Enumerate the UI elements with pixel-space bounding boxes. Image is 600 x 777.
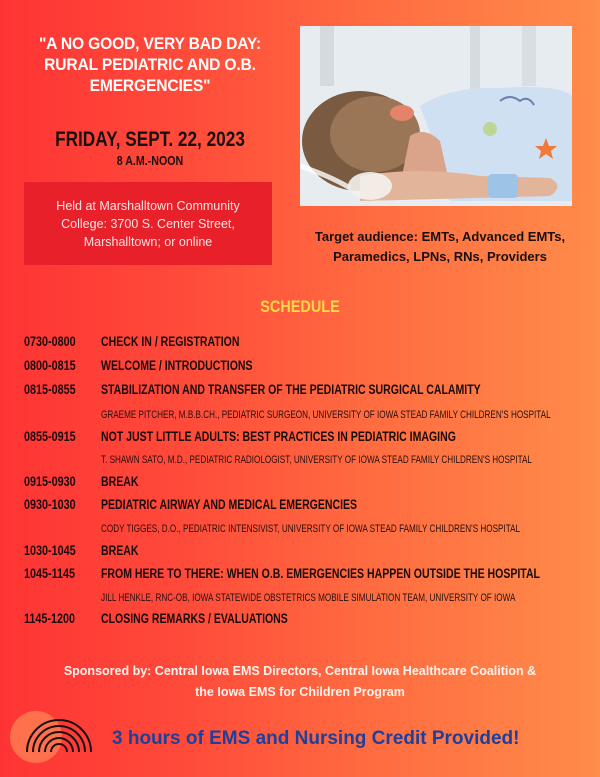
schedule-title: STABILIZATION AND TRANSFER OF THE PEDIATRIC SURGICAL CALAMITY bbox=[101, 382, 481, 397]
schedule-time: 0915-0930 bbox=[24, 474, 76, 489]
rainbow-logo-icon bbox=[10, 708, 100, 770]
schedule-time: 0930-1030 bbox=[24, 497, 76, 512]
schedule-time: 1045-1145 bbox=[24, 566, 76, 581]
schedule-title: BREAK bbox=[101, 474, 139, 489]
schedule-time: 1145-1200 bbox=[24, 611, 76, 626]
schedule-time: 1030-1045 bbox=[24, 543, 76, 558]
event-title-line-1: "A NO GOOD, VERY BAD DAY: bbox=[38, 34, 262, 53]
schedule-row bbox=[24, 473, 149, 491]
schedule-row bbox=[24, 542, 149, 560]
schedule-row bbox=[24, 565, 600, 583]
sponsor-line-1: Sponsored by: Central Iowa EMS Directors, Central Iowa Healthcare Coalition & bbox=[63, 664, 537, 678]
schedule-title: PEDIATRIC AIRWAY AND MEDICAL EMERGENCIES bbox=[101, 497, 358, 512]
schedule-speaker-row bbox=[101, 588, 600, 606]
venue-text: Held at Marshalltown Community College: 3700 S. Center Street, Marshalltown; or online bbox=[56, 198, 240, 249]
sponsor-text bbox=[0, 661, 600, 703]
target-audience-line-2: Paramedics, LPNs, RNs, Providers bbox=[333, 249, 547, 264]
schedule-heading: SCHEDULE bbox=[260, 297, 340, 316]
event-title-line-2: RURAL PEDIATRIC AND O.B. bbox=[44, 55, 256, 74]
schedule-speaker-row bbox=[101, 450, 600, 468]
schedule-row bbox=[24, 381, 588, 399]
target-audience-line-1: Target audience: EMTs, Advanced EMTs, bbox=[314, 229, 566, 244]
schedule-time: 0730-0800 bbox=[24, 334, 76, 349]
schedule-speaker: JILL HENKLE, RNC-OB, IOWA STATEWIDE OBSTETRICS MOBILE SIMULATION TEAM, UNIVERSITY OF IOWA bbox=[101, 592, 516, 604]
schedule-time: 0800-0815 bbox=[24, 358, 76, 373]
schedule-speaker-row bbox=[101, 405, 600, 423]
schedule-speaker: T. SHAWN SATO, M.D., PEDIATRIC RADIOLOGIST, UNIVERSITY OF IOWA STEAD FAMILY CHILDREN'S HOSPITAL bbox=[101, 454, 532, 466]
schedule-row bbox=[24, 496, 429, 514]
event-title-line-3: EMERGENCIES" bbox=[89, 76, 211, 95]
event-time: 8 A.M.-NOON bbox=[116, 153, 184, 168]
schedule-row bbox=[24, 428, 556, 446]
schedule-row bbox=[24, 610, 341, 628]
schedule-speaker-row bbox=[101, 519, 600, 537]
newborn-photo bbox=[300, 26, 572, 206]
schedule-title: CLOSING REMARKS / EVALUATIONS bbox=[101, 611, 288, 626]
schedule-row bbox=[24, 357, 295, 375]
schedule-time: 0815-0855 bbox=[24, 382, 76, 397]
schedule-speaker: CODY TIGGES, D.O., PEDIATRIC INTENSIVIST, UNIVERSITY OF IOWA STEAD FAMILY CHILDREN'S HOSPITAL bbox=[101, 523, 521, 535]
schedule-title: WELCOME / INTRODUCTIONS bbox=[101, 358, 253, 373]
schedule-time: 0855-0915 bbox=[24, 429, 76, 444]
schedule-title: BREAK bbox=[101, 543, 139, 558]
venue-box bbox=[24, 182, 272, 265]
event-title bbox=[29, 33, 272, 96]
schedule-title: NOT JUST LITTLE ADULTS: BEST PRACTICES IN PEDIATRIC IMAGING bbox=[101, 429, 456, 444]
schedule-row bbox=[24, 333, 279, 351]
target-audience bbox=[280, 227, 600, 267]
sponsor-line-2: the Iowa EMS for Children Program bbox=[195, 685, 405, 699]
schedule-title: FROM HERE TO THERE: WHEN O.B. EMERGENCIES HAPPEN OUTSIDE THE HOSPITAL bbox=[101, 566, 540, 581]
schedule-speaker: GRAEME PITCHER, M.B.B.CH., PEDIATRIC SURGEON, UNIVERSITY OF IOWA STEAD FAMILY CHILDREN'S HOSPITAL bbox=[101, 409, 551, 421]
credit-banner: 3 hours of EMS and Nursing Credit Provided! bbox=[112, 728, 520, 749]
event-date: FRIDAY, SEPT. 22, 2023 bbox=[55, 128, 245, 151]
baby-image-icon bbox=[300, 26, 572, 206]
schedule-title: CHECK IN / REGISTRATION bbox=[101, 334, 240, 349]
